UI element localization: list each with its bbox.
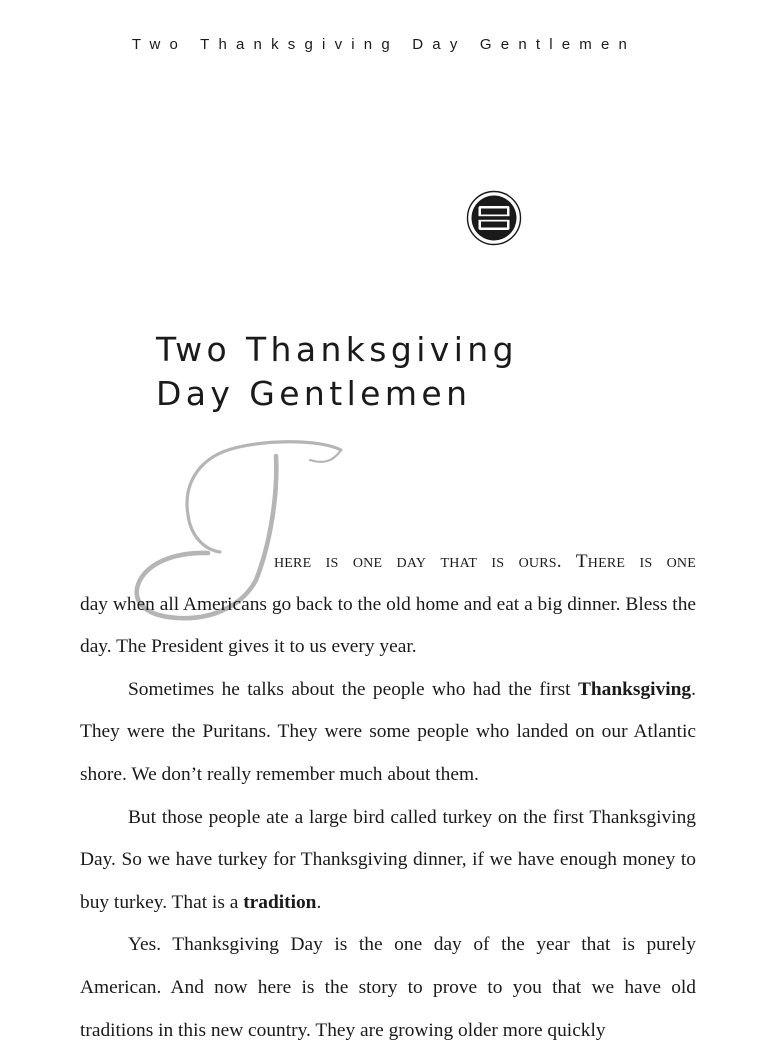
paragraph-3-text-b: . (316, 891, 322, 913)
paragraph-2-text-a: Sometimes he talks about the people who had the first (128, 678, 578, 700)
paragraph-1 (80, 541, 696, 669)
chapter-title (156, 328, 518, 416)
glossary-term-thanksgiving: Thanksgiving (577, 678, 692, 700)
paragraph-1-smallcaps: here is one day that is ours. There is one (274, 551, 696, 572)
paragraph-3 (80, 797, 696, 925)
running-head: Two Thanksgiving Day Gentlemen (131, 36, 637, 53)
chapter-title-line-2: Day Gentlemen (156, 374, 472, 413)
chapter-emblem-icon (466, 190, 522, 246)
paragraph-2-text-b: . They were the Puritans. They were some people who landed on our Atlantic shore. We don’t really remember much about them. (80, 678, 696, 785)
paragraph-3-text-a: But those people ate a large bird called turkey on the first Thanksgiving Day. So we have turkey for Thanksgiving dinner, if we have enough money to buy turkey. That is a (80, 806, 696, 913)
paragraph-1-text: day when all Americans go back to the old home and eat a big dinner. Bless the day. The President gives it to us every year. (80, 593, 696, 658)
paragraph-2 (80, 669, 696, 797)
chapter-title-line-1: Two Thanksgiving (156, 330, 518, 369)
glossary-term-tradition: tradition (243, 891, 317, 913)
paragraph-4: Yes. Thanksgiving Day is the one day of the year that is purely American. And now here is the story to prove to you that we have old traditions in this new country. They are growing older more quickly (80, 934, 696, 1041)
paragraph-1-first-line (80, 541, 696, 584)
body-text (80, 541, 696, 1052)
